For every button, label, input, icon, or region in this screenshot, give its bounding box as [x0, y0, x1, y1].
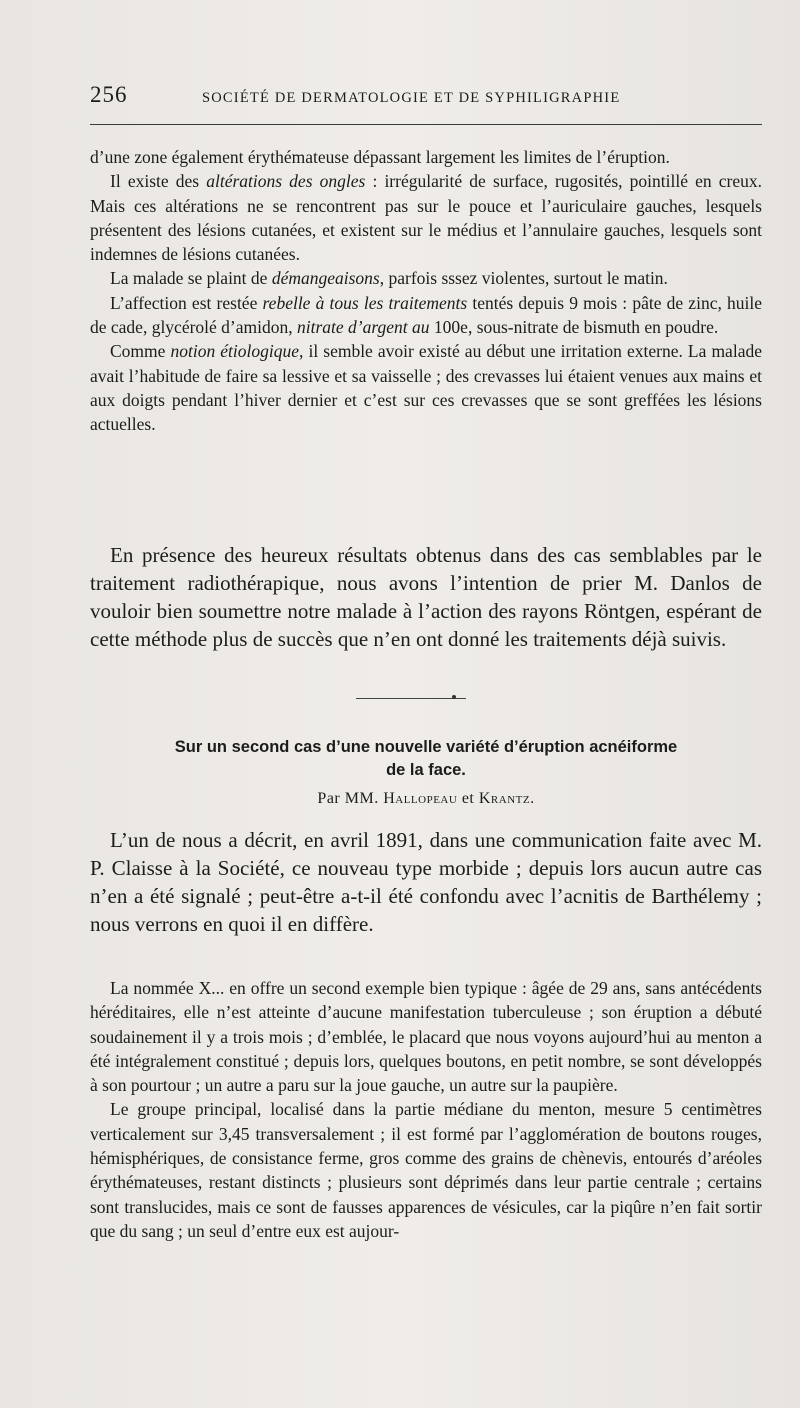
paragraph: Comme notion étiologique, il semble avoir existé au début une irritation externe. La malade avait l’habitude de faire sa lessive et sa vaisselle ; des crevasses lui étaient venues aux mains et aux doigts pendant l’hiver dernier et c’est sur ces crevasses que se sont greffées les lésions actuelles. — [90, 341, 762, 435]
article-case-description — [90, 976, 762, 1243]
separator-dot — [452, 695, 456, 699]
article-title-line: Sur un second cas d’une nouvelle variété d’éruption acnéiforme — [174, 738, 678, 756]
article-authors: Par MM. Hallopeau et Krantz. — [317, 790, 535, 807]
section-separator — [356, 698, 466, 699]
paragraph: La malade se plaint de démangeaisons, parfois sssez violentes, surtout le matin. — [110, 268, 668, 289]
page-header — [90, 82, 762, 112]
paragraph: Il existe des altérations des ongles : irrégularité de surface, rugosités, pointillé en creux. Mais ces altérations ne se rencontrent pas sur le pouce et l’auriculaire gauches, lesquels présentent des lésions cutanées, et existent sur le médius et l’annulaire gauches, lesquels sont indemnes de lésions cutanées. — [90, 171, 762, 265]
paragraph: Le groupe principal, localisé dans la partie médiane du menton, mesure 5 centimètres verticalement sur 3,45 transversalement ; il est formé par l’agglomération de boutons rouges, hémisphériques, de consistance ferme, gros comme des grains de chènevis, entourés d’aréoles érythémateuses, restant distincts ; plusieurs sont déprimés dans leur partie centrale ; certains sont translucides, mais ce sont de fausses apparences de vésicules, car la piqûre n’en fait sortir que du sang ; un seul d’entre eux est aujour- — [90, 1099, 762, 1241]
paragraph: L’affection est restée rebelle à tous les traitements tentés depuis 9 mois : pâte de zinc, huile de cade, glycérolé d’amidon, nitrate d’argent au 100e, sous-nitrate de bismuth en poudre. — [90, 292, 762, 338]
paragraph: L’un de nous a décrit, en avril 1891, dans une communication faite avec M. P. Claisse à la Société, ce nouveau type morbide ; depuis lors aucun autre cas n’en a été signalé ; peut-être a-t-il été confondu avec l’acnitis de Barthélemy ; nous verrons en quoi il en diffère. — [90, 828, 762, 936]
page-number: 256 — [90, 82, 128, 107]
paragraph: La nommée X... en offre un second exemple bien typique : âgée de 29 ans, sans antécédents héréditaires, elle n’est atteinte d’aucune manifestation tuberculeuse ; son éruption a débuté soudainement il y a trois mois ; d’emblée, le placard que nous voyons aujourd’hui au menton a été intégralement constitué ; depuis lors, quelques boutons, en petit nombre, se sont développés à son pourtour ; un autre a paru sur la joue gauche, un autre sur la paupière. — [90, 978, 762, 1096]
paragraph: En présence des heureux résultats obtenus dans des cas semblables par le traitement radiothérapique, nous avons l’intention de prier M. Danlos de vouloir bien soumettre notre malade à l’action des rayons Röntgen, espérant de cette méthode plus de succès que n’en ont donné les traitements déjà suivis. — [90, 543, 762, 651]
running-head: SOCIÉTÉ DE DERMATOLOGIE ET DE SYPHILIGRAPHIE — [202, 90, 621, 106]
conclusion-paragraph — [90, 541, 762, 653]
author-name: Krantz — [478, 790, 531, 807]
article-intro — [90, 826, 762, 938]
article-title-line: de la face. — [386, 761, 466, 779]
article-title — [90, 736, 762, 782]
author-name: Hallopeau — [383, 790, 458, 807]
paragraph: d’une zone également érythémateuse dépassant largement les limites de l’éruption. — [90, 147, 670, 167]
header-rule — [90, 124, 762, 125]
case-continuation — [90, 145, 762, 437]
